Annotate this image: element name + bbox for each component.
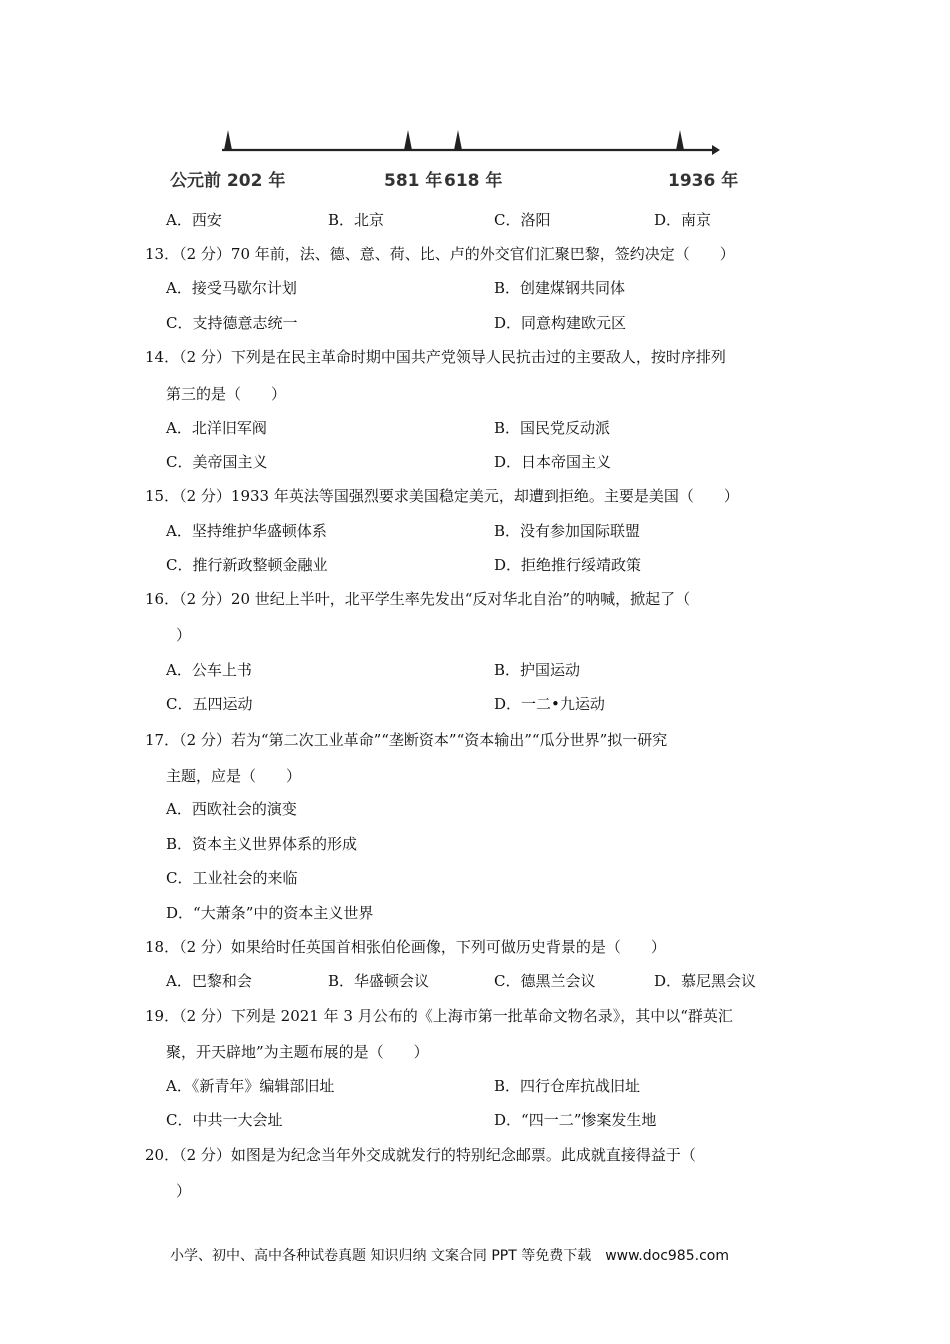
question-17-stem: 17．（2 分）若为“第二次工业革命”“垄断资本”“资本输出”“瓜分世界”拟一研究 [145, 731, 668, 749]
question-15-stem: 15．（2 分）1933 年英法等国强烈要求美国稳定美元，却遭到拒绝。主要是美国（ ） [145, 487, 739, 505]
option-a: A．西欧社会的演变 [166, 800, 297, 818]
option-a: A．巴黎和会 [166, 972, 252, 990]
option-c: C．工业社会的来临 [166, 869, 298, 887]
option-d: D．“大萧条”中的资本主义世界 [166, 904, 374, 922]
timeline-tick [224, 130, 232, 150]
option-d: D．同意构建欧元区 [494, 314, 627, 332]
timeline-tick [676, 130, 684, 150]
timeline-tick [404, 130, 412, 150]
option-a: A．接受马歇尔计划 [166, 279, 297, 297]
option-b: B．四行仓库抗战旧址 [494, 1077, 641, 1095]
page-footer: 小学、初中、高中各种试卷真题 知识归纳 文案合同 PPT 等免费下载 www.doc985.com [170, 1248, 729, 1264]
timeline-label: 581 年 [384, 171, 443, 191]
option-c: C．中共一大会址 [166, 1111, 283, 1129]
option-d: D．日本帝国主义 [494, 453, 612, 471]
option-b: B．国民党反动派 [494, 419, 611, 437]
question-14-stem-cont: 第三的是（ ） [166, 385, 287, 403]
option-d: D．一二•九运动 [494, 695, 605, 713]
option-c: C．德黑兰会议 [494, 972, 596, 990]
option-d: D．拒绝推行绥靖政策 [494, 556, 642, 574]
option-c: C．推行新政整顿金融业 [166, 556, 328, 574]
option-b: B．创建煤钢共同体 [494, 279, 626, 297]
option-b: B．护国运动 [494, 661, 581, 679]
option-c: C．洛阳 [494, 211, 551, 229]
option-b: B．北京 [328, 211, 385, 229]
timeline-label: 1936 年 [668, 171, 739, 191]
timeline-figure [160, 118, 750, 198]
option-d: D．“四一二”惨案发生地 [494, 1111, 657, 1129]
question-16-stem-cont: ） [176, 626, 192, 644]
question-19-stem: 19．（2 分）下列是 2021 年 3 月公布的《上海市第一批革命文物名录》，其中以“群英汇 [145, 1007, 733, 1025]
option-c: C．美帝国主义 [166, 453, 268, 471]
option-b: B．华盛顿会议 [328, 972, 430, 990]
question-18-stem: 18．（2 分）如果给时任英国首相张伯伦画像，下列可做历史背景的是（ ） [145, 938, 666, 956]
option-a: A．西安 [166, 211, 222, 229]
option-d: D．慕尼黑会议 [654, 972, 757, 990]
timeline-tick [454, 130, 462, 150]
option-a: A．坚持维护华盛顿体系 [166, 522, 327, 540]
option-b: B．没有参加国际联盟 [494, 522, 641, 540]
question-14-stem: 14．（2 分）下列是在民主革命时期中国共产党领导人民抗击过的主要敌人，按时序排列 [145, 348, 726, 366]
option-c: C．支持德意志统一 [166, 314, 298, 332]
question-13-stem: 13．（2 分）70 年前，法、德、意、荷、比、卢的外交官们汇聚巴黎，签约决定（ ） [145, 245, 735, 263]
option-b: B．资本主义世界体系的形成 [166, 835, 358, 853]
question-17-stem-cont: 主题，应是（ ） [166, 767, 302, 785]
option-a: A．公车上书 [166, 661, 252, 679]
option-a: A．北洋旧军阀 [166, 419, 267, 437]
question-19-stem-cont: 聚，开天辟地”为主题布展的是（ ） [166, 1043, 429, 1061]
timeline-label: 618 年 [444, 171, 503, 191]
question-20-stem: 20．（2 分）如图是为纪念当年外交成就发行的特别纪念邮票。此成就直接得益于（ [145, 1146, 696, 1164]
option-a: A．《新青年》编辑部旧址 [166, 1077, 335, 1095]
option-d: D．南京 [654, 211, 712, 229]
option-c: C．五四运动 [166, 695, 253, 713]
question-16-stem: 16．（2 分）20 世纪上半叶，北平学生率先发出“反对华北自治”的呐喊，掀起了（ [145, 590, 691, 608]
timeline-label: 公元前 202 年 [170, 171, 286, 191]
question-20-stem-cont: ） [176, 1182, 192, 1200]
